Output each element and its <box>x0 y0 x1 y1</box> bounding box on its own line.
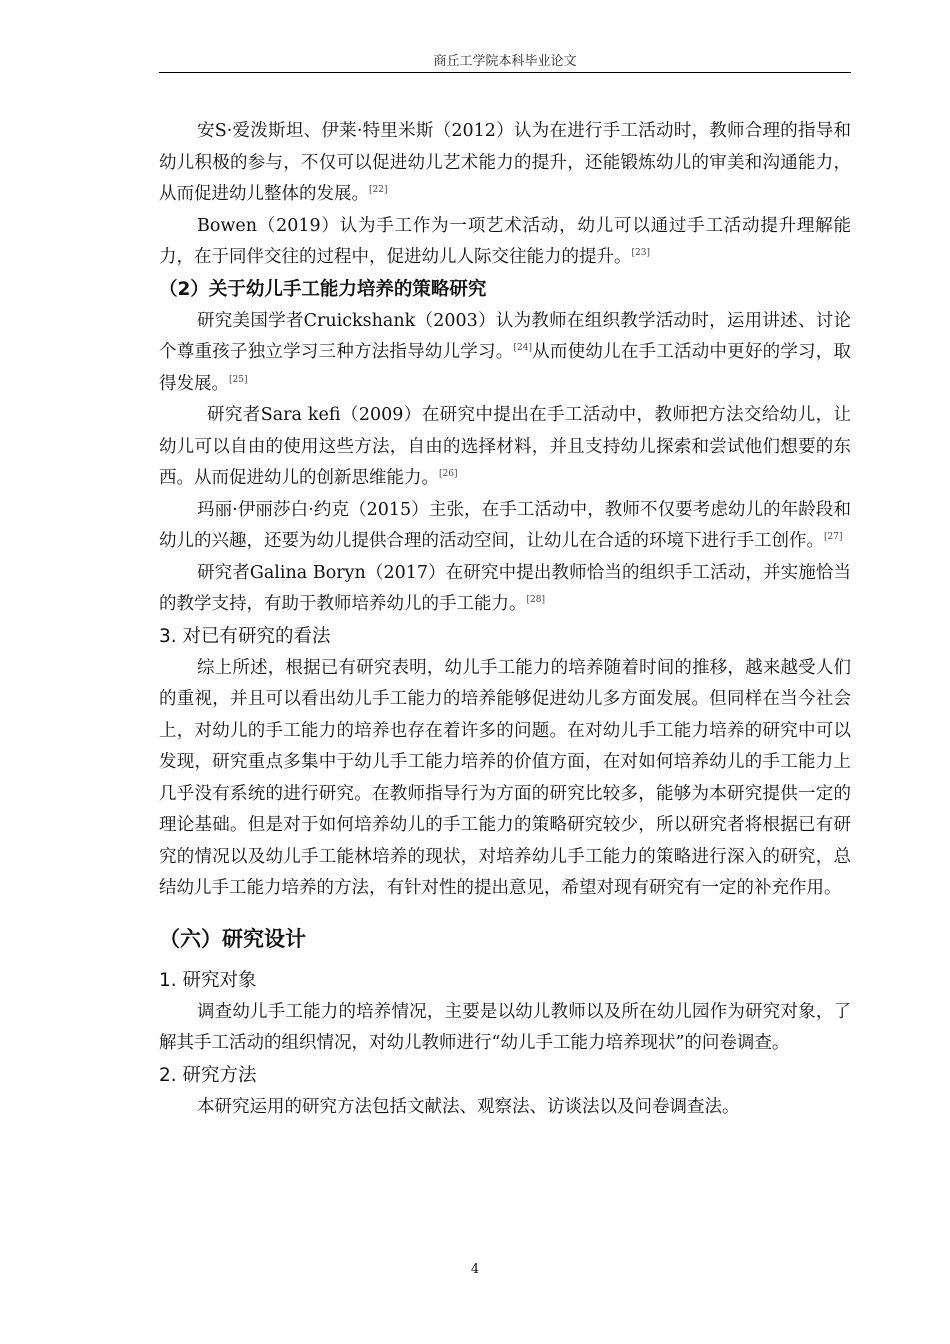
paragraph-subject: 调查幼儿手工能力的培养情况，主要是以幼儿教师以及所在幼儿园作为研究对象，了解其手工活动的组织情况，对幼儿教师进行“幼儿手工能力培养现状”的问卷调查。 <box>159 1001 851 1053</box>
citation: [27] <box>824 532 843 543</box>
heading-views-on-research: 3. 对已有研究的看法 <box>159 625 331 647</box>
paragraph-bowen: Bowen（2019）认为手工作为一项艺术活动，幼儿可以通过手工活动提升理解能力，在于同伴交往的过程中，促进幼儿人际交往能力的提升。[23] <box>159 215 851 267</box>
running-header: 商丘工学院本科毕业论文 <box>433 54 577 69</box>
heading-research-design: （六）研究设计 <box>159 926 306 951</box>
heading-research-subject: 1. 研究对象 <box>159 969 257 991</box>
citation: [25] <box>229 374 248 385</box>
paragraph-sara-kefi: 研究者Sara kefi（2009）在研究中提出在手工活动中，教师把方法交给幼儿，让幼儿可以自由的使用这些方法，自由的选择材料，并且支持幼儿探索和尝试他们想要的东西。从而促进幼儿的创新思维能力。[26] <box>159 405 851 488</box>
paragraph-cruickshank: 研究美国学者Cruickshank（2003）认为教师在组织教学活动时，运用讲述、讨论个尊重孩子独立学习三种方法指导幼儿学习。[24]从而使幼儿在手工活动中更好的学习，取得发展。[25] <box>159 310 852 394</box>
paragraph-summary: 综上所述，根据已有研究表明，幼儿手工能力的培养随着时间的推移，越来越受人们的重视，并且可以看出幼儿手工能力的培养能够促进幼儿多方面发展。但同样在当今社会上，对幼儿的手工能力的培养也存在着许多的问题。在对幼儿手工能力培养的研究中可以发现，研究重点多集中于幼儿手工能力培养的价值方面，在对如何培养幼儿的手工能力上几乎没有系统的进行研究。在教师指导行为方面的研究比较多，能够为本研究提供一定的理论基础。但是对于如何培养幼儿的手工能力的策略研究较少，所以研究者将根据已有研究的情况以及幼儿手工能林培养的现状，对培养幼儿手工能力的策略进行深入的研究，总结幼儿手工能力培养的方法，有针对性的提出意见，希望对现有研究有一定的补充作用。 <box>159 657 851 898</box>
heading-research-method: 2. 研究方法 <box>159 1064 257 1086</box>
header-rule <box>159 72 851 73</box>
paragraph-epstein: 安S·爱泼斯坦、伊莱·特里米斯（2012）认为在进行手工活动时，教师合理的指导和幼儿积极的参与，不仅可以促进幼儿艺术能力的提升，还能锻炼幼儿的审美和沟通能力，从而促进幼儿整体的发展。[22] <box>159 121 851 204</box>
citation: [22] <box>369 185 388 196</box>
paragraph-boryn: 研究者Galina Boryn（2017）在研究中提出教师恰当的组织手工活动，并实施恰当的教学支持，有助于教师培养幼儿的手工能力。[28] <box>159 562 851 614</box>
citation: [26] <box>439 469 458 480</box>
page-number: 4 <box>470 1262 480 1277</box>
citation: [23] <box>631 248 650 259</box>
citation: [24] <box>513 343 532 354</box>
heading-strategy-research: （2）关于幼儿手工能力培养的策略研究 <box>159 278 487 300</box>
paragraph-york: 玛丽·伊丽莎白·约克（2015）主张，在手工活动中，教师不仅要考虑幼儿的年龄段和幼儿的兴趣，还要为幼儿提供合理的活动空间，让幼儿在合适的环境下进行手工创作。[27] <box>159 499 851 551</box>
page-body <box>159 116 851 1123</box>
citation: [28] <box>526 595 545 606</box>
paragraph-method: 本研究运用的研究方法包括文献法、观察法、访谈法以及问卷调查法。 <box>197 1096 740 1117</box>
